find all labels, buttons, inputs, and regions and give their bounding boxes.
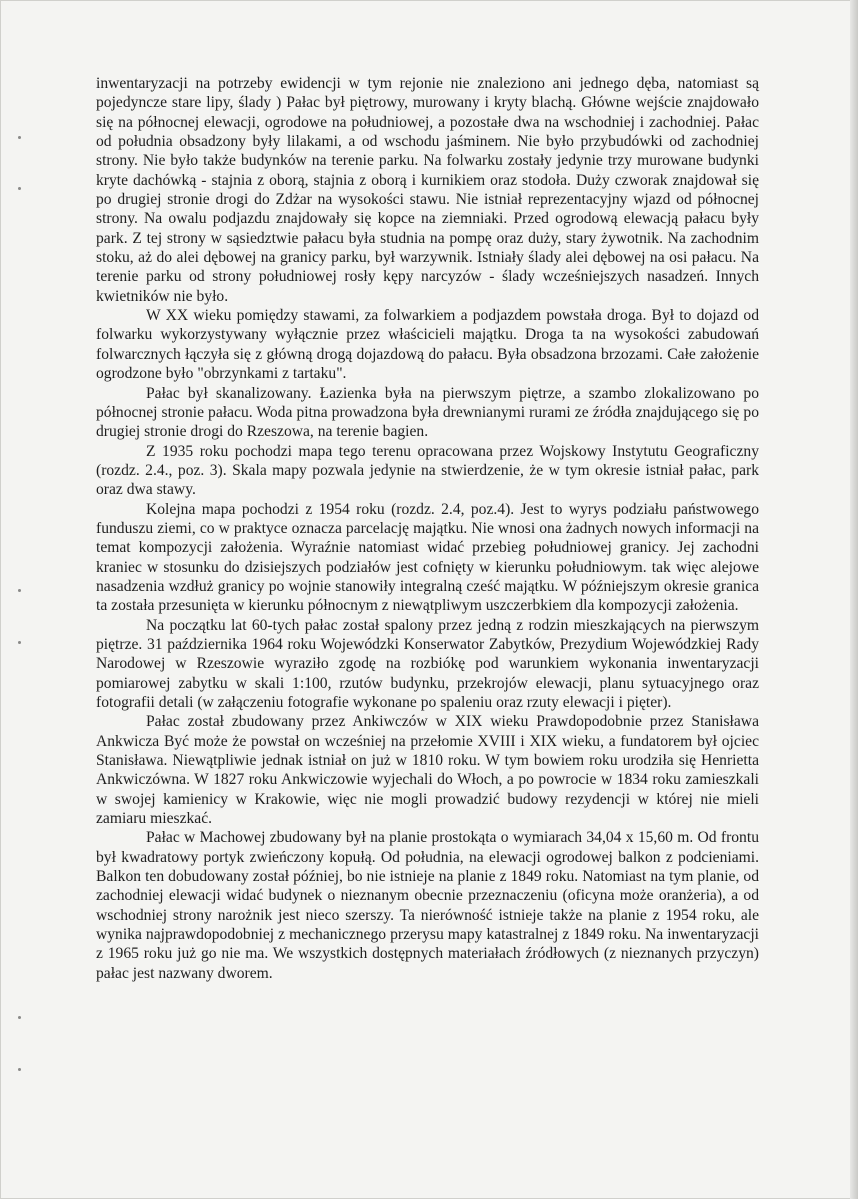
paragraph: Pałac był skanalizowany. Łazienka była na pierwszym piętrze, a szambo zlokalizowano po północnej stronie pałacu. Woda pitna prowadzona była drewnianymi rurami ze źródła znajdującego się po drugiej stronie drogi do Rzeszowa, na terenie bagien.	[96, 384, 759, 441]
paragraph: Pałac został zbudowany przez Ankiwczów w XIX wieku Prawdopodobnie przez Stanisława Ankwicza Być może że powstał on wcześniej na przełomie XVIII i XIX wieku, a fundatorem był ojciec Stanisława. Niewątpliwie jednak istniał on już w 1810 roku. W tym bowiem roku urodziła się Henrietta Ankwiczówna. W 1827 roku Ankwiczowie wyjechali do Włoch, a po powrocie w 1834 roku zamieszkali w swojej kamienicy w Krakowie, więc nie mogli prowadzić budowy rezydencji w której nie mieli zamiaru mieszkać.	[96, 713, 759, 828]
punch-hole-mark	[18, 136, 21, 139]
paragraph: Pałac w Machowej zbudowany był na planie prostokąta o wymiarach 34,04 x 15,60 m. Od frontu był kwadratowy portyk zwieńczony kopułą. Od południa, na elewacji ogrodowej balkon z podcieniami. Balkon ten dobudowany został później, bo nie istnieje na planie z 1849 roku. Natomiast na tym planie, od zachodniej elewacji widać budynek o nieznanym obecnie przeznaczeniu (oficyna może oranżeria), a od wschodniej strony narożnik jest nieco szerszy. Ta nierówność istnieje także na planie z 1954 roku, ale wynika najprawdopodobniej z mechanicznego przerysu mapy katastralnej z 1849 roku. Na inwentaryzacji z 1965 roku już go nie ma. We wszystkich dostępnych materiałach źródłowych (z nieznanych przyczyn) pałac jest nazwany dworem.	[96, 829, 759, 982]
paragraph: Z 1935 roku pochodzi mapa tego terenu opracowana przez Wojskowy Instytutu Geograficzny (rozdz. 2.4., poz. 3). Skala mapy pozwala jedynie na stwierdzenie, że w tym okresie istniał pałac, park oraz dwa stawy.	[96, 442, 759, 499]
punch-hole-mark	[18, 589, 21, 592]
paragraph: W XX wieku pomiędzy stawami, za folwarkiem a podjazdem powstała droga. Był to dojazd od folwarku wykorzystywany wyłącznie przez właścicieli majątku. Droga ta na wysokości zabudowań folwarcznych łączyła się z główną drogą dojazdową do pałacu. Była obsadzona brzozami. Całe założenie ogrodzone było "obrzynkami z tartaku".	[96, 307, 759, 383]
punch-hole-mark	[18, 1068, 21, 1071]
document-body	[96, 74, 759, 983]
punch-hole-mark	[18, 1016, 21, 1019]
paragraph: inwentaryzacji na potrzeby ewidencji w tym rejonie nie znaleziono ani jednego dęba, natomiast są pojedyncze stare lipy, ślady ) Pałac był piętrowy, murowany i kryty blachą. Główne wejście znajdowało się na północnej elewacji, ogrodowe na południowej, a pozostałe dwa na wschodniej i zachodniej. Pałac od południa obsadzony były lilakami, a od wschodu jaśminem. Nie było przybudówki od zachodniej strony. Nie było także budynków na terenie parku. Na folwarku zostały jedynie trzy murowane budynki kryte dachówką - stajnia z oborą, stajnia z oborą i kurnikiem oraz stodoła. Duży czworak znajdował się po drugiej stronie drogi do Zdżar na wysokości stawu. Nie istniał reprezentacyjny wjazd od północnej strony. Na owalu podjazdu znajdowały się kopce na ziemniaki. Przed ogrodową elewacją pałacu były park. Z tej strony w sąsiedztwie pałacu była studnia na pompę oraz duży, stary żywotnik. Na zachodnim stoku, aż do alei dębowej na granicy parku, był warzywnik. Istniały ślady alei dębowej na osi pałacu. Na terenie parku od strony południowej rosły kępy narcyzów - ślady wcześniejszych nasadzeń. Innych kwietników nie było.	[96, 75, 759, 305]
punch-hole-mark	[18, 187, 21, 190]
paragraph: Na początku lat 60-tych pałac został spalony przez jedną z rodzin mieszkających na pierwszym piętrze. 31 października 1964 roku Wojewódzki Konserwator Zabytków, Prezydium Wojewódzkiej Rady Narodowej w Rzeszowie wyraziło zgodę na rozbiókę pod warunkiem wykonania inwentaryzacji pomiarowej zabytku w skali 1:100, rzutów budynku, przekrojów elewacji, planu sytuacyjnego oraz fotografii detali (w załączeniu fotografie wykonane po spaleniu oraz rzuty elewacji i pięter).	[96, 616, 759, 711]
paragraph: Kolejna mapa pochodzi z 1954 roku (rozdz. 2.4, poz.4). Jest to wyrys podziału państwowego funduszu ziemi, co w praktyce oznacza parcelację majątku. Nie wnosi ona żadnych nowych informacji na temat kompozycji założenia. Wyraźnie natomiast widać przebieg południowej granicy. Jej zachodni kraniec w stosunku do dzisiejszych podziałów jest cofnięty w kierunku południowym. tak więc alejowe nasadzenia wzdłuż granicy po wojnie stanowiły integralną cześć majątku. W późniejszym okresie granica ta została przesunięta w kierunku północnym z niewątpliwym uszczerbkiem dla kompozycji założenia.	[96, 500, 759, 615]
page-edge-shadow	[850, 0, 858, 1199]
punch-hole-mark	[18, 641, 21, 644]
